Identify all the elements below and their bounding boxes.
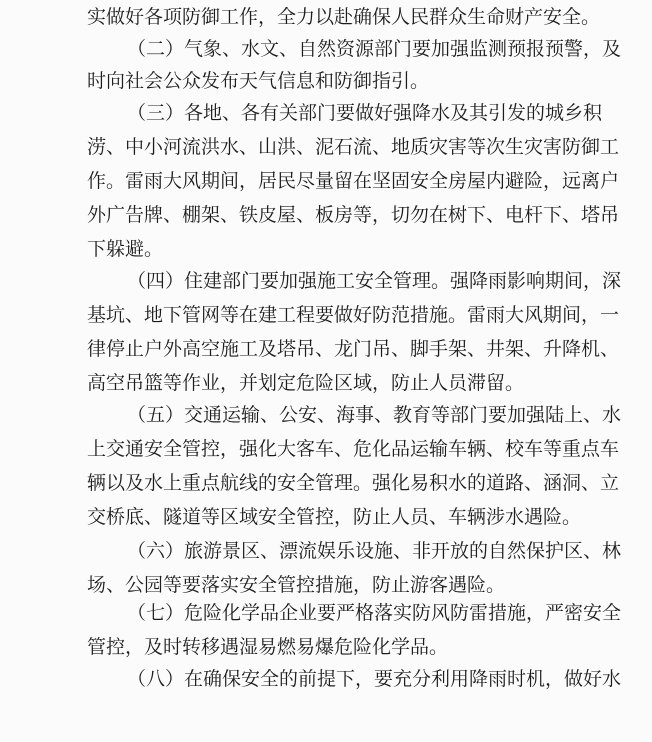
text-line: （七）危险化学品企业要严格落实防风防雷措施，严密安全	[127, 602, 622, 624]
text-line: 时向社会公众发布天气信息和防御指引。	[87, 70, 430, 92]
text-line: 下躲避。	[87, 238, 164, 260]
text-line: 管控，及时转移遇湿易燃易爆危险化学品。	[87, 636, 449, 658]
text-line: 律停止户外高空施工及塔吊、龙门吊、脚手架、井架、升降机、	[87, 338, 620, 360]
text-line: （六）旅游景区、漂流娱乐设施、非开放的自然保护区、林	[127, 540, 622, 562]
text-line: 实做好各项防御工作，全力以赴确保人民群众生命财产安全。	[87, 6, 601, 28]
text-line: （五）交通运输、公安、海事、教育等部门要加强陆上、水	[127, 404, 622, 426]
text-line: 辆以及水上重点航线的安全管理。强化易积水的道路、涵洞、立	[87, 472, 620, 494]
text-line: 场、公园等要落实安全管控措施，防止游客遇险。	[87, 574, 506, 596]
text-line: （四）住建部门要加强施工安全管理。强降雨影响期间，深	[127, 270, 622, 292]
text-line: 外广告牌、棚架、铁皮屋、板房等，切勿在树下、电杆下、塔吊	[87, 204, 620, 226]
text-line: 作。雷雨大风期间，居民尽量留在坚固安全房屋内避险，远离户	[87, 170, 620, 192]
text-line: 涝、中小河流洪水、山洪、泥石流、地质灾害等次生灾害防御工	[87, 136, 620, 158]
text-line: 基坑、地下管网等在建工程要做好防范措施。雷雨大风期间，一	[87, 304, 620, 326]
text-line: 交桥底、隧道等区域安全管控，防止人员、车辆涉水遇险。	[87, 506, 582, 528]
text-line: （二）气象、水文、自然资源部门要加强监测预报预警，及	[127, 38, 622, 60]
text-line: 上交通安全管控，强化大客车、危化品运输车辆、校车等重点车	[87, 438, 620, 460]
text-line: （八）在确保安全的前提下，要充分利用降雨时机，做好水	[127, 668, 622, 690]
text-line: 高空吊篮等作业，并划定危险区域，防止人员滞留。	[87, 372, 525, 394]
text-line: （三）各地、各有关部门要做好强降水及其引发的城乡积	[127, 102, 603, 124]
